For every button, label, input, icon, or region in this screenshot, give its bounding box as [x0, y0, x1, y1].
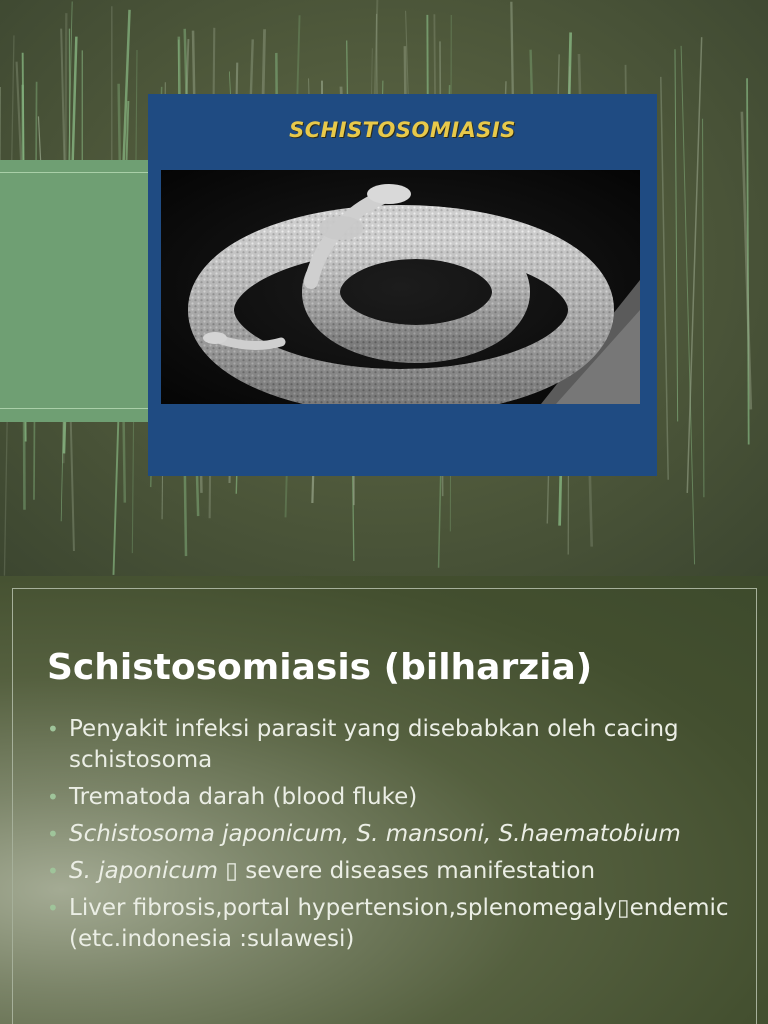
side-panel-line-top — [0, 172, 148, 173]
bullet-item — [47, 782, 747, 813]
bullet-item — [47, 856, 747, 887]
background-streak — [661, 77, 668, 480]
side-panel-line-bottom — [0, 408, 148, 409]
slide-heading: Schistosomiasis (bilharzia) — [47, 647, 593, 688]
background-streak — [742, 112, 751, 410]
bullet-text: Penyakit infeksi parasit yang disebabkan oleh cacing schistosoma — [69, 716, 679, 773]
bullet-list — [47, 714, 747, 961]
bullet-text: S. japonicum — [69, 858, 218, 884]
bullet-marker-icon: • — [47, 859, 59, 883]
background-streak — [703, 119, 704, 497]
background-streak — [687, 37, 701, 493]
image-card-title: SCHISTOSOMIASIS — [289, 118, 516, 142]
bullet-marker-icon: • — [47, 822, 59, 846]
bullet-text: ▯ severe diseases manifestation — [217, 858, 596, 884]
bullet-text: Liver fibrosis,portal hypertension,splenomegaly▯endemic (etc.indonesia :sulawesi) — [69, 895, 729, 952]
image-card — [148, 94, 657, 476]
bullet-item — [47, 819, 747, 850]
bullet-marker-icon: • — [47, 785, 59, 809]
bullet-text: Trematoda darah (blood fluke) — [69, 784, 418, 810]
bullet-text: Schistosoma japonicum, S. mansoni, S.haematobium — [69, 821, 681, 847]
background-streak — [675, 49, 678, 421]
schistosome-micrograph — [161, 170, 640, 404]
text-slide — [0, 576, 768, 1024]
side-accent-panel — [0, 160, 148, 422]
micrograph-image — [161, 170, 640, 404]
bullet-marker-icon: • — [47, 717, 59, 741]
bullet-marker-icon: • — [47, 896, 59, 920]
bullet-item — [47, 714, 747, 776]
bullet-item — [47, 893, 747, 955]
